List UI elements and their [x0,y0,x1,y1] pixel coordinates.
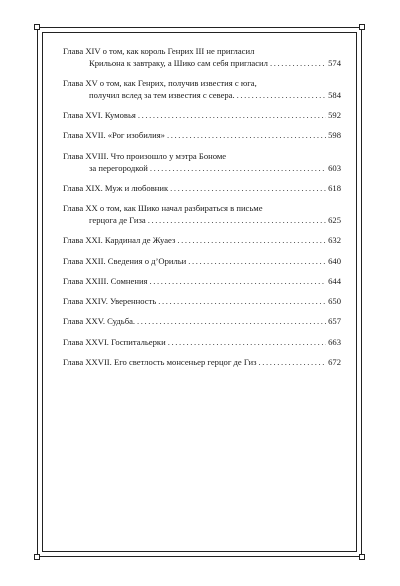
corner-ornament-top-right [359,24,365,30]
toc-entry-line [63,316,341,328]
toc-entry-line [63,296,341,308]
toc-entry [63,183,341,203]
toc-entry [63,256,341,276]
toc-entry [63,276,341,296]
page-number: 640 [328,255,341,266]
toc-entry-line [63,203,341,215]
chapter-title: Глава XXIV. Уверенность [63,296,157,307]
chapter-title: Глава XX о том, как Шико начал разбираться в письме [63,203,263,214]
chapter-title: получил вслед за тем известия с севера. [89,89,235,100]
toc-entry [63,78,341,110]
toc-entry-line [63,337,341,349]
chapter-title: Глава XVIII. Что произошло у мэтра Бономе [63,150,227,161]
toc-entry [63,316,341,336]
page-number: 657 [328,316,341,327]
page-number: 663 [328,336,341,347]
page-number: 672 [328,357,341,368]
chapter-title: Глава XV о том, как Генрих, получив известия с юга, [63,78,257,89]
page-number: 644 [328,275,341,286]
page-number: 574 [328,57,341,68]
page-number: 618 [328,182,341,193]
toc-entry [63,46,341,78]
page-number: 625 [328,214,341,225]
toc-entry-line [63,110,341,122]
corner-ornament-bottom-right [359,554,365,560]
corner-ornament-bottom-left [34,554,40,560]
toc-entry-line [63,357,341,369]
dot-leader [237,90,326,102]
chapter-title: Глава XXVII. Его светлость монсеньер герцог де Гиз [63,357,257,368]
page-number: 632 [328,235,341,246]
dot-leader [138,110,326,122]
chapter-title: Глава XIV о том, как король Генрих III не пригласил [63,46,255,56]
toc-entry [63,296,341,316]
dot-leader [137,316,326,328]
page-number: 592 [328,110,341,121]
chapter-title: Глава XIX. Муж и любовник [63,182,169,193]
toc-entry-line [63,151,341,163]
chapter-title: Глава XVI. Кумовья [63,110,136,121]
chapter-title: Глава XXI. Кардинал де Жуаез [63,235,176,246]
dot-leader [158,296,326,308]
dot-leader [150,276,327,288]
chapter-title: за перегородкой [89,162,148,173]
dot-leader [270,58,326,70]
chapter-title: Крильона к завтраку, а Шико сам себя пригласил [89,57,268,68]
chapter-title: Глава XXV. Судьба. [63,316,136,327]
toc-entry [63,337,341,357]
toc-entry-line [63,78,341,90]
chapter-title: Глава XVII. «Рог изобилия» [63,130,165,141]
dot-leader [150,163,326,175]
dot-leader [177,235,326,247]
toc-entry [63,235,341,255]
toc-entry [63,110,341,130]
chapter-title: Глава XXII. Сведения о д’Орильи [63,255,187,266]
toc-entry-line [63,130,341,142]
page-number: 650 [328,296,341,307]
chapter-title: Глава XXIII. Сомнения [63,275,148,286]
toc-entry-line [63,276,341,288]
toc-entry [63,357,341,377]
page-number: 584 [328,89,341,100]
toc-entry-line [63,256,341,268]
toc-entry [63,203,341,235]
dot-leader [188,256,326,268]
page-number: 603 [328,162,341,173]
chapter-title: Глава XXVI. Госпитальерки [63,336,166,347]
page-number: 598 [328,130,341,141]
toc-entry-line [63,183,341,195]
toc-entry-line [63,90,341,102]
dot-leader [167,130,326,142]
chapter-title: герцога де Гиза [89,214,146,225]
toc-entry-line [63,215,341,227]
toc-entry [63,151,341,183]
dot-leader [259,357,327,369]
toc-entry-line [63,235,341,247]
dot-leader [168,337,326,349]
dot-leader [170,183,326,195]
toc-entry-line [63,58,341,70]
toc-entry [63,130,341,150]
toc-entry-line [63,46,341,58]
toc-entry-line [63,163,341,175]
corner-ornament-top-left [34,24,40,30]
dot-leader [148,215,326,227]
table-of-contents [63,46,341,377]
